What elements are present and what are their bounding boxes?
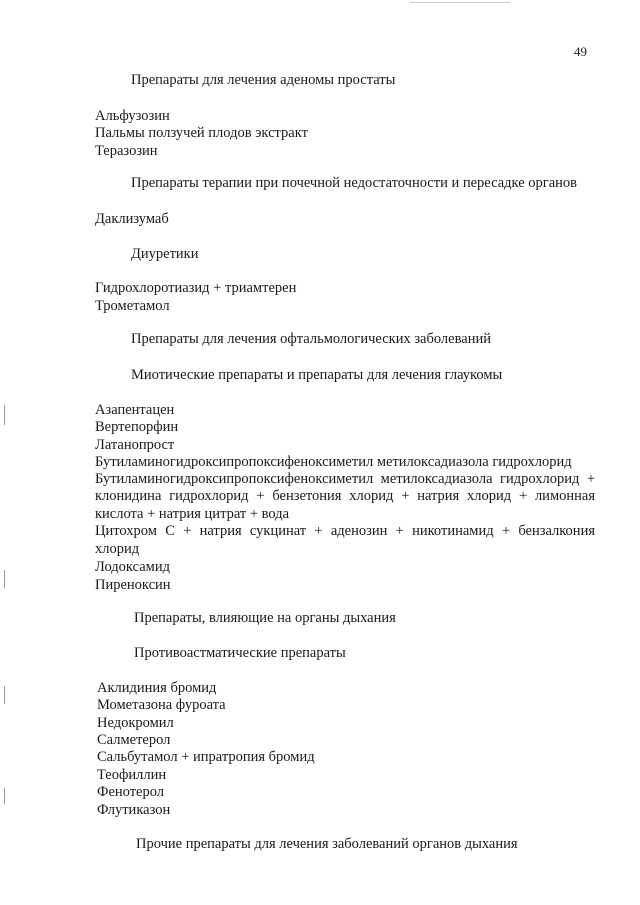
list-item: Аклидиния бромид [97, 680, 217, 696]
list-item: Сальбутамол + ипратропия бромид [97, 749, 315, 765]
scan-artifact [410, 2, 510, 3]
section-heading: Противоастматические препараты [134, 645, 346, 661]
section-heading: Препараты для лечения офтальмологических заболеваний [131, 331, 491, 347]
list-item: Теразозин [95, 143, 158, 159]
list-item: Салметерол [97, 732, 171, 748]
section-heading: Прочие препараты для лечения заболеваний органов дыхания [136, 836, 518, 852]
list-item: Фенотерол [97, 784, 165, 800]
list-item: Альфузозин [95, 108, 170, 124]
list-item: Трометамол [95, 298, 170, 314]
list-item: Пальмы ползучей плодов экстракт [95, 125, 308, 141]
list-item: Бутиламиногидроксипропоксифеноксиметил метилоксадиазола гидрохлорид [95, 454, 572, 470]
list-item: Гидрохлоротиазид + триамтерен [95, 280, 297, 296]
list-item-multiline: Бутиламиногидроксипропоксифеноксиметил метилоксадиазола гидрохлорид + клонидина гидрохлорид + бензетония хлорид + натрия хлорид + лимонная кислота + натрия цитрат + вода [95, 471, 595, 522]
list-item-multiline: Цитохром С + натрия сукцинат + аденозин + никотинамид + бензалкония хлорид [95, 523, 595, 557]
scan-artifact [4, 788, 5, 804]
page-number: 49 [574, 44, 587, 59]
scan-artifact [4, 686, 5, 704]
scan-artifact [4, 570, 5, 588]
list-item: Латанопрост [95, 437, 175, 453]
section-heading: Препараты терапии при почечной недостаточности и пересадке органов [131, 175, 578, 191]
list-item: Флутиказон [97, 802, 171, 818]
section-heading: Препараты, влияющие на органы дыхания [134, 610, 396, 626]
list-item: Теофиллин [97, 767, 167, 783]
scan-artifact [4, 405, 5, 425]
list-item: Даклизумаб [95, 211, 169, 227]
section-heading: Препараты для лечения аденомы простаты [131, 72, 396, 88]
list-item: Лодоксамид [95, 559, 170, 575]
section-heading: Миотические препараты и препараты для лечения глаукомы [131, 367, 503, 383]
section-heading: Диуретики [131, 246, 199, 262]
list-item: Недокромил [97, 715, 174, 731]
list-item: Пиреноксин [95, 577, 171, 593]
list-item: Вертепорфин [95, 419, 179, 435]
list-item: Азапентацен [95, 402, 175, 418]
list-item: Мометазона фуроата [97, 697, 226, 713]
